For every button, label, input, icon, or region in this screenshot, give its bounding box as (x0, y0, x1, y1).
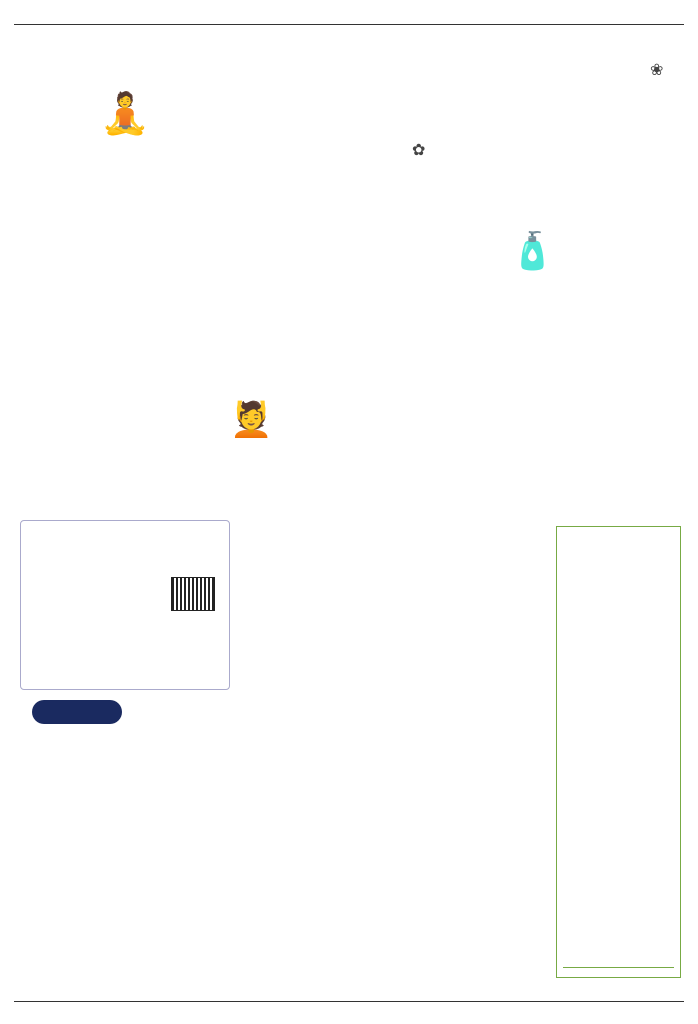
flower-icon: ✿ (412, 140, 426, 159)
aroma-bottle-icon: 🧴 (510, 231, 555, 272)
article-title-box (400, 40, 640, 188)
massage-icon: 💆 (230, 400, 273, 440)
flower-icon: ❀ (650, 60, 664, 79)
books-cooperation (563, 967, 674, 971)
books-section (556, 526, 681, 978)
qr-code-icon[interactable] (171, 577, 215, 611)
horoscope-header-box (20, 520, 230, 690)
bottom-rule (14, 1001, 684, 1002)
stretching-woman-icon: 🧘 (100, 91, 150, 137)
month-sign-badge (32, 700, 122, 724)
top-rule (14, 24, 684, 25)
horoscope-section (20, 520, 550, 980)
